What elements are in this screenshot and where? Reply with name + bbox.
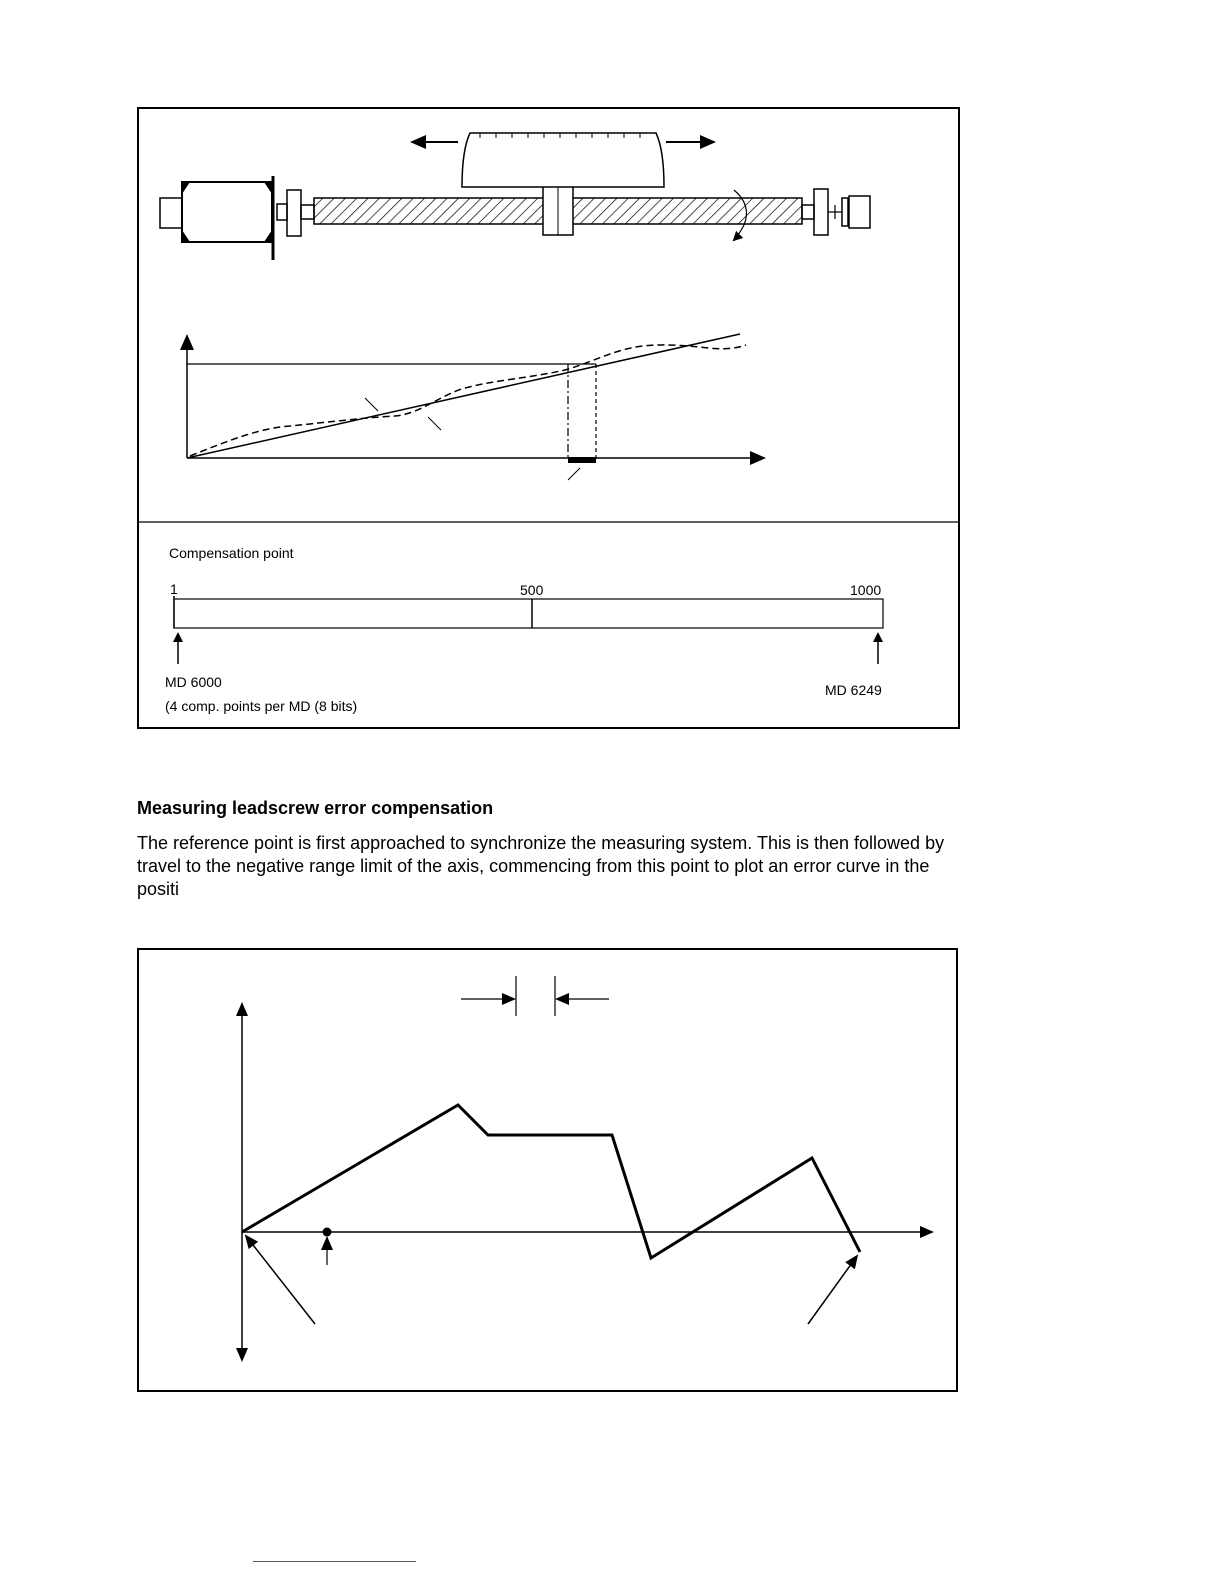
scale-mid-label: 500 [520, 582, 544, 598]
scale-end-label: 1000 [850, 582, 882, 598]
footer-link-underline[interactable] [253, 1561, 416, 1562]
compensation-point-label: Compensation point [169, 545, 294, 561]
md-start-label: MD 6000 [165, 674, 222, 690]
end-leader-arrow [808, 1256, 857, 1324]
section-paragraph: The reference point is first approached to synchronize the measuring system. This is then followed by travel to the negative range limit of the axis, commencing from this point to plot an error curve in the positi [137, 833, 945, 899]
graph2-error-curve [242, 1105, 860, 1258]
section-heading: Measuring leadscrew error compensation [137, 798, 494, 818]
md-end-label: MD 6249 [825, 682, 882, 698]
start-leader-arrow [246, 1236, 315, 1324]
md-note-label: (4 comp. points per MD (8 bits) [165, 698, 358, 714]
reference-point-dot [323, 1228, 332, 1237]
scale-start-label: 1 [170, 581, 178, 597]
